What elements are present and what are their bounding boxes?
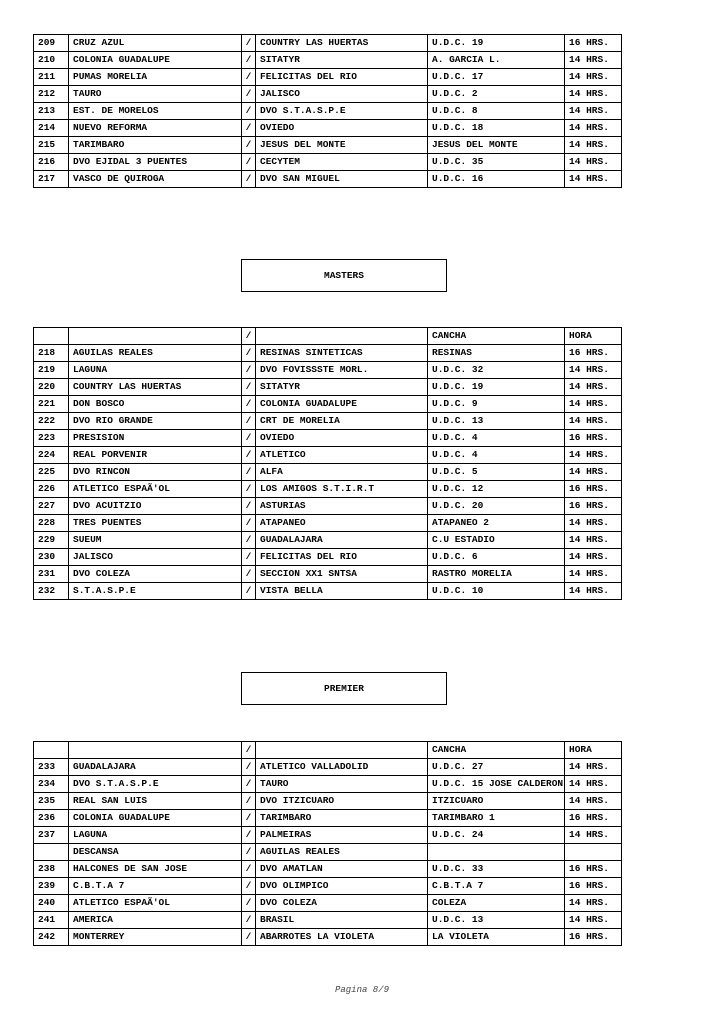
table-row — [34, 566, 622, 583]
field-cell: U.D.C. 13 — [428, 912, 565, 929]
table-row — [34, 120, 622, 137]
match-number-cell: 218 — [34, 345, 69, 362]
away-team-cell: ABARROTES LA VIOLETA — [256, 929, 428, 946]
separator-cell: / — [242, 810, 256, 827]
time-cell: 16 HRS. — [565, 345, 622, 362]
match-number-cell: 237 — [34, 827, 69, 844]
field-cell: U.D.C. 33 — [428, 861, 565, 878]
table-header-row — [34, 328, 622, 345]
masters-section-title: MASTERS — [241, 259, 447, 292]
home-team-cell: PUMAS MORELIA — [69, 69, 242, 86]
away-team-cell: COUNTRY LAS HUERTAS — [256, 35, 428, 52]
separator-cell: / — [242, 759, 256, 776]
away-team-cell: LOS AMIGOS S.T.I.R.T — [256, 481, 428, 498]
field-cell: U.D.C. 27 — [428, 759, 565, 776]
match-number-cell: 221 — [34, 396, 69, 413]
home-team-cell: EST. DE MORELOS — [69, 103, 242, 120]
time-cell: 14 HRS. — [565, 447, 622, 464]
home-team-cell: TRES PUENTES — [69, 515, 242, 532]
time-cell: 16 HRS. — [565, 861, 622, 878]
field-cell: RESINAS — [428, 345, 565, 362]
home-team-cell: AGUILAS REALES — [69, 345, 242, 362]
time-cell: HORA — [565, 328, 622, 345]
separator-cell: / — [242, 532, 256, 549]
away-team-cell: CRT DE MORELIA — [256, 413, 428, 430]
separator-cell: / — [242, 396, 256, 413]
match-number-cell: 239 — [34, 878, 69, 895]
match-number-cell: 230 — [34, 549, 69, 566]
match-number-cell: 234 — [34, 776, 69, 793]
time-cell: 14 HRS. — [565, 793, 622, 810]
time-cell: 16 HRS. — [565, 878, 622, 895]
field-cell: U.D.C. 13 — [428, 413, 565, 430]
separator-cell: / — [242, 86, 256, 103]
match-number-cell: 241 — [34, 912, 69, 929]
home-team-cell: LAGUNA — [69, 362, 242, 379]
home-team-cell — [69, 742, 242, 759]
field-cell: CANCHA — [428, 742, 565, 759]
time-cell: 14 HRS. — [565, 912, 622, 929]
separator-cell: / — [242, 549, 256, 566]
time-cell: 14 HRS. — [565, 532, 622, 549]
time-cell: 14 HRS. — [565, 549, 622, 566]
table-row — [34, 413, 622, 430]
match-number-cell: 212 — [34, 86, 69, 103]
away-team-cell: TAURO — [256, 776, 428, 793]
time-cell: 16 HRS. — [565, 481, 622, 498]
field-cell: U.D.C. 19 — [428, 379, 565, 396]
away-team-cell: FELICITAS DEL RIO — [256, 69, 428, 86]
match-number-cell: 224 — [34, 447, 69, 464]
separator-cell: / — [242, 895, 256, 912]
separator-cell: / — [242, 430, 256, 447]
match-number-cell: 223 — [34, 430, 69, 447]
home-team-cell: DVO EJIDAL 3 PUENTES — [69, 154, 242, 171]
table-row — [34, 171, 622, 188]
separator-cell: / — [242, 137, 256, 154]
separator-cell: / — [242, 844, 256, 861]
match-number-cell: 222 — [34, 413, 69, 430]
field-cell: U.D.C. 6 — [428, 549, 565, 566]
home-team-cell: JALISCO — [69, 549, 242, 566]
table-header-row — [34, 742, 622, 759]
match-number-cell: 242 — [34, 929, 69, 946]
table-row — [34, 844, 622, 861]
home-team-cell: AMERICA — [69, 912, 242, 929]
home-team-cell: TAURO — [69, 86, 242, 103]
away-team-cell: ATAPANEO — [256, 515, 428, 532]
match-number-cell: 228 — [34, 515, 69, 532]
time-cell: HORA — [565, 742, 622, 759]
field-cell: U.D.C. 15 JOSE CALDERON — [428, 776, 565, 793]
field-cell: ITZICUARO — [428, 793, 565, 810]
away-team-cell: OVIEDO — [256, 120, 428, 137]
away-team-cell: JESUS DEL MONTE — [256, 137, 428, 154]
separator-cell: / — [242, 171, 256, 188]
away-team-cell: AGUILAS REALES — [256, 844, 428, 861]
time-cell: 14 HRS. — [565, 759, 622, 776]
table-row — [34, 447, 622, 464]
separator-cell: / — [242, 379, 256, 396]
match-number-cell: 231 — [34, 566, 69, 583]
field-cell: U.D.C. 2 — [428, 86, 565, 103]
page-number-footer: Pagina 8/9 — [334, 985, 389, 995]
match-number-cell: 211 — [34, 69, 69, 86]
home-team-cell: ATLETICO ESPAÃ'OL — [69, 895, 242, 912]
match-number-cell: 213 — [34, 103, 69, 120]
table-row — [34, 464, 622, 481]
match-number-cell: 225 — [34, 464, 69, 481]
away-team-cell: TARIMBARO — [256, 810, 428, 827]
separator-cell: / — [242, 103, 256, 120]
away-team-cell: ALFA — [256, 464, 428, 481]
home-team-cell: NUEVO REFORMA — [69, 120, 242, 137]
time-cell: 16 HRS. — [565, 498, 622, 515]
field-cell: U.D.C. 17 — [428, 69, 565, 86]
separator-cell: / — [242, 52, 256, 69]
field-cell: U.D.C. 5 — [428, 464, 565, 481]
time-cell: 14 HRS. — [565, 52, 622, 69]
table-row — [34, 35, 622, 52]
away-team-cell: COLONIA GUADALUPE — [256, 396, 428, 413]
field-cell: C.U ESTADIO — [428, 532, 565, 549]
away-team-cell: VISTA BELLA — [256, 583, 428, 600]
match-number-cell: 238 — [34, 861, 69, 878]
field-cell — [428, 844, 565, 861]
table-row — [34, 776, 622, 793]
separator-cell: / — [242, 120, 256, 137]
time-cell: 14 HRS. — [565, 827, 622, 844]
home-team-cell: REAL PORVENIR — [69, 447, 242, 464]
match-number-cell — [34, 742, 69, 759]
match-number-cell: 226 — [34, 481, 69, 498]
match-number-cell: 215 — [34, 137, 69, 154]
home-team-cell: COLONIA GUADALUPE — [69, 52, 242, 69]
field-cell: U.D.C. 16 — [428, 171, 565, 188]
away-team-cell: SITATYR — [256, 52, 428, 69]
away-team-cell: CECYTEM — [256, 154, 428, 171]
field-cell: A. GARCIA L. — [428, 52, 565, 69]
time-cell: 14 HRS. — [565, 379, 622, 396]
away-team-cell: OVIEDO — [256, 430, 428, 447]
table-row — [34, 396, 622, 413]
time-cell: 14 HRS. — [565, 566, 622, 583]
home-team-cell: DVO S.T.A.S.P.E — [69, 776, 242, 793]
home-team-cell: ATLETICO ESPAÃ'OL — [69, 481, 242, 498]
separator-cell: / — [242, 742, 256, 759]
match-number-cell: 235 — [34, 793, 69, 810]
match-number-cell: 210 — [34, 52, 69, 69]
away-team-cell: FELICITAS DEL RIO — [256, 549, 428, 566]
separator-cell: / — [242, 413, 256, 430]
match-number-cell: 240 — [34, 895, 69, 912]
field-cell: LA VIOLETA — [428, 929, 565, 946]
home-team-cell: TARIMBARO — [69, 137, 242, 154]
separator-cell: / — [242, 464, 256, 481]
field-cell: U.D.C. 18 — [428, 120, 565, 137]
home-team-cell: DON BOSCO — [69, 396, 242, 413]
table-row — [34, 861, 622, 878]
match-number-cell: 209 — [34, 35, 69, 52]
time-cell: 14 HRS. — [565, 396, 622, 413]
separator-cell: / — [242, 328, 256, 345]
table-row — [34, 362, 622, 379]
away-team-cell: ATLETICO — [256, 447, 428, 464]
home-team-cell: HALCONES DE SAN JOSE — [69, 861, 242, 878]
match-number-cell: 229 — [34, 532, 69, 549]
field-cell: U.D.C. 8 — [428, 103, 565, 120]
field-cell: U.D.C. 35 — [428, 154, 565, 171]
home-team-cell: SUEUM — [69, 532, 242, 549]
away-team-cell: GUADALAJARA — [256, 532, 428, 549]
away-team-cell: PALMEIRAS — [256, 827, 428, 844]
field-cell: U.D.C. 20 — [428, 498, 565, 515]
separator-cell: / — [242, 583, 256, 600]
home-team-cell: DVO ACUITZIO — [69, 498, 242, 515]
table-row — [34, 793, 622, 810]
home-team-cell: REAL SAN LUIS — [69, 793, 242, 810]
field-cell: ATAPANEO 2 — [428, 515, 565, 532]
match-number-cell: 233 — [34, 759, 69, 776]
table-row — [34, 759, 622, 776]
field-cell: CANCHA — [428, 328, 565, 345]
premier-section-title: PREMIER — [241, 672, 447, 705]
match-number-cell: 236 — [34, 810, 69, 827]
table-row — [34, 69, 622, 86]
match-number-cell: 214 — [34, 120, 69, 137]
separator-cell: / — [242, 345, 256, 362]
away-team-cell — [256, 328, 428, 345]
time-cell: 14 HRS. — [565, 515, 622, 532]
field-cell: RASTRO MORELIA — [428, 566, 565, 583]
schedule-table-top — [33, 34, 622, 188]
separator-cell: / — [242, 861, 256, 878]
table-row — [34, 912, 622, 929]
time-cell: 14 HRS. — [565, 362, 622, 379]
table-row — [34, 379, 622, 396]
separator-cell: / — [242, 481, 256, 498]
match-number-cell — [34, 844, 69, 861]
away-team-cell: RESINAS SINTETICAS — [256, 345, 428, 362]
away-team-cell: ASTURIAS — [256, 498, 428, 515]
table-row — [34, 154, 622, 171]
home-team-cell: DVO RINCON — [69, 464, 242, 481]
field-cell: TARIMBARO 1 — [428, 810, 565, 827]
time-cell: 14 HRS. — [565, 776, 622, 793]
field-cell: U.D.C. 12 — [428, 481, 565, 498]
field-cell: COLEZA — [428, 895, 565, 912]
table-row — [34, 583, 622, 600]
separator-cell: / — [242, 362, 256, 379]
table-row — [34, 345, 622, 362]
match-number-cell: 232 — [34, 583, 69, 600]
table-row — [34, 430, 622, 447]
home-team-cell: DVO RIO GRANDE — [69, 413, 242, 430]
home-team-cell: COLONIA GUADALUPE — [69, 810, 242, 827]
table-row — [34, 827, 622, 844]
table-row — [34, 929, 622, 946]
separator-cell: / — [242, 912, 256, 929]
home-team-cell: PRESISION — [69, 430, 242, 447]
field-cell: U.D.C. 32 — [428, 362, 565, 379]
home-team-cell: DESCANSA — [69, 844, 242, 861]
table-row — [34, 52, 622, 69]
time-cell: 14 HRS. — [565, 413, 622, 430]
time-cell: 14 HRS. — [565, 86, 622, 103]
field-cell: JESUS DEL MONTE — [428, 137, 565, 154]
home-team-cell: CRUZ AZUL — [69, 35, 242, 52]
time-cell: 16 HRS. — [565, 929, 622, 946]
separator-cell: / — [242, 69, 256, 86]
masters-schedule-table — [33, 327, 622, 600]
separator-cell: / — [242, 793, 256, 810]
home-team-cell: LAGUNA — [69, 827, 242, 844]
field-cell: U.D.C. 4 — [428, 447, 565, 464]
table-row — [34, 103, 622, 120]
match-number-cell: 216 — [34, 154, 69, 171]
away-team-cell: DVO OLIMPICO — [256, 878, 428, 895]
time-cell: 14 HRS. — [565, 103, 622, 120]
field-cell: U.D.C. 10 — [428, 583, 565, 600]
time-cell: 14 HRS. — [565, 171, 622, 188]
home-team-cell: COUNTRY LAS HUERTAS — [69, 379, 242, 396]
table-row — [34, 498, 622, 515]
separator-cell: / — [242, 154, 256, 171]
time-cell: 14 HRS. — [565, 154, 622, 171]
table-row — [34, 481, 622, 498]
home-team-cell: MONTERREY — [69, 929, 242, 946]
separator-cell: / — [242, 515, 256, 532]
table-row — [34, 86, 622, 103]
table-row — [34, 895, 622, 912]
table-row — [34, 810, 622, 827]
home-team-cell: S.T.A.S.P.E — [69, 583, 242, 600]
field-cell: U.D.C. 24 — [428, 827, 565, 844]
field-cell: U.D.C. 9 — [428, 396, 565, 413]
field-cell: U.D.C. 4 — [428, 430, 565, 447]
home-team-cell: VASCO DE QUIROGA — [69, 171, 242, 188]
away-team-cell — [256, 742, 428, 759]
separator-cell: / — [242, 447, 256, 464]
home-team-cell: C.B.T.A 7 — [69, 878, 242, 895]
home-team-cell — [69, 328, 242, 345]
away-team-cell: BRASIL — [256, 912, 428, 929]
away-team-cell: DVO AMATLAN — [256, 861, 428, 878]
away-team-cell: DVO FOVISSSTE MORL. — [256, 362, 428, 379]
separator-cell: / — [242, 566, 256, 583]
time-cell: 14 HRS. — [565, 120, 622, 137]
away-team-cell: DVO SAN MIGUEL — [256, 171, 428, 188]
away-team-cell: SITATYR — [256, 379, 428, 396]
separator-cell: / — [242, 878, 256, 895]
match-number-cell — [34, 328, 69, 345]
premier-schedule-table — [33, 741, 622, 946]
separator-cell: / — [242, 827, 256, 844]
time-cell: 16 HRS. — [565, 430, 622, 447]
separator-cell: / — [242, 498, 256, 515]
table-row — [34, 515, 622, 532]
time-cell: 14 HRS. — [565, 895, 622, 912]
match-number-cell: 227 — [34, 498, 69, 515]
match-number-cell: 219 — [34, 362, 69, 379]
away-team-cell: DVO S.T.A.S.P.E — [256, 103, 428, 120]
away-team-cell: ATLETICO VALLADOLID — [256, 759, 428, 776]
away-team-cell: SECCION XX1 SNTSA — [256, 566, 428, 583]
time-cell: 14 HRS. — [565, 583, 622, 600]
time-cell: 14 HRS. — [565, 69, 622, 86]
field-cell: U.D.C. 19 — [428, 35, 565, 52]
match-number-cell: 217 — [34, 171, 69, 188]
time-cell: 16 HRS. — [565, 35, 622, 52]
away-team-cell: DVO COLEZA — [256, 895, 428, 912]
home-team-cell: DVO COLEZA — [69, 566, 242, 583]
table-row — [34, 137, 622, 154]
home-team-cell: GUADALAJARA — [69, 759, 242, 776]
match-number-cell: 220 — [34, 379, 69, 396]
separator-cell: / — [242, 776, 256, 793]
away-team-cell: DVO ITZICUARO — [256, 793, 428, 810]
time-cell: 14 HRS. — [565, 137, 622, 154]
time-cell: 14 HRS. — [565, 464, 622, 481]
table-row — [34, 549, 622, 566]
field-cell: C.B.T.A 7 — [428, 878, 565, 895]
separator-cell: / — [242, 35, 256, 52]
table-row — [34, 878, 622, 895]
separator-cell: / — [242, 929, 256, 946]
table-row — [34, 532, 622, 549]
time-cell — [565, 844, 622, 861]
time-cell: 16 HRS. — [565, 810, 622, 827]
away-team-cell: JALISCO — [256, 86, 428, 103]
